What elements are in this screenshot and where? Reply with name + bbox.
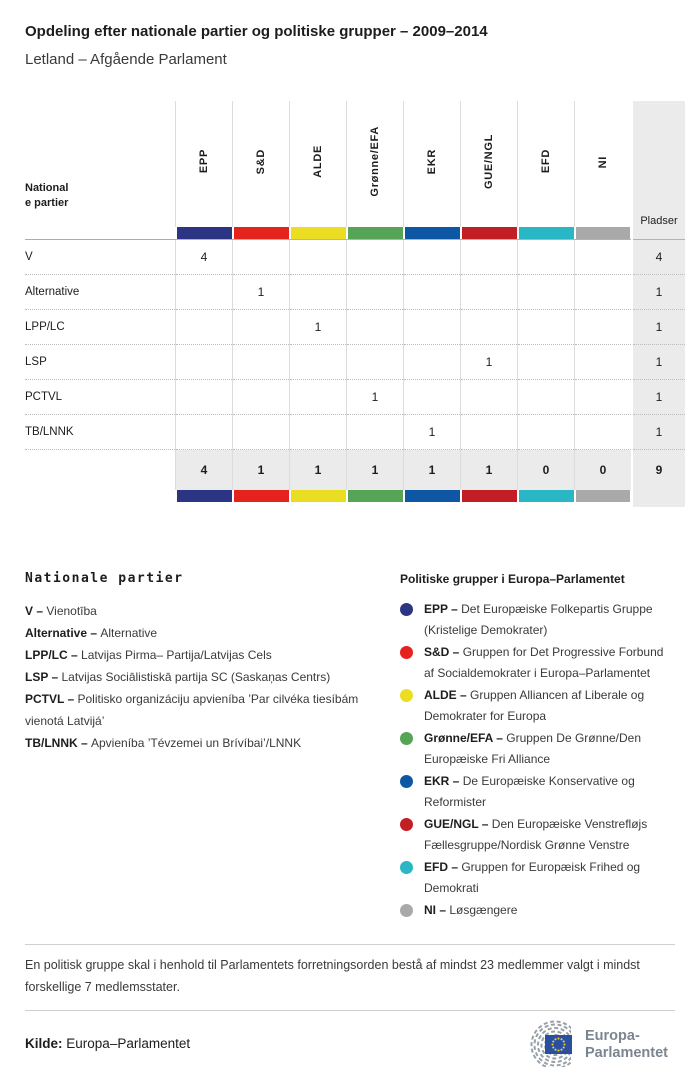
group-color-bar-ni bbox=[576, 227, 631, 239]
group-abbr: ALDE – bbox=[424, 688, 471, 702]
group-bar-cell-epp bbox=[176, 227, 233, 240]
party-legend-item: LPP/LC – Latvijas Pirma– Partija/Latvijas Cels bbox=[25, 648, 272, 662]
seat-cell-ni bbox=[575, 380, 633, 415]
table-row bbox=[25, 310, 685, 345]
bottom-empty-cell bbox=[25, 490, 176, 507]
legend-national-parties-list bbox=[25, 600, 400, 754]
column-header-label-ekr: EKR bbox=[426, 148, 438, 175]
legend-political-groups-heading: Politiske grupper i Europa–Parlamentet bbox=[400, 572, 625, 586]
column-header-epp bbox=[176, 101, 233, 227]
seats-table-body bbox=[25, 240, 685, 508]
legend-political-groups-list bbox=[400, 599, 675, 921]
column-header-label-sd: S&D bbox=[255, 148, 267, 175]
group-legend-item bbox=[400, 642, 675, 684]
total-cell-alde: 1 bbox=[290, 450, 347, 491]
bottom-color-bar-sd bbox=[234, 490, 289, 502]
bottom-color-bar-ekr bbox=[405, 490, 460, 502]
seat-cell-gue bbox=[461, 380, 518, 415]
group-abbr: Grønne/EFA – bbox=[424, 731, 507, 745]
column-header-pladser: Pladser bbox=[632, 101, 685, 227]
group-legend-text: S&D – Gruppen for Det Progressive Forbund af Socialdemokrater i Europa–Parlamentet bbox=[424, 645, 664, 680]
seat-cell-ekr bbox=[404, 310, 461, 345]
group-legend-item bbox=[400, 814, 675, 856]
party-name: Alternative bbox=[25, 275, 176, 310]
ep-logo-text-line1: Europa- bbox=[585, 1028, 640, 1044]
party-name: PCTVL bbox=[25, 380, 176, 415]
group-legend-text: EPP – Det Europæiske Folkepartis Gruppe (Kristelige Demokrater) bbox=[424, 602, 653, 637]
seat-cell-alde bbox=[290, 380, 347, 415]
seat-cell-greens bbox=[347, 310, 404, 345]
column-header-label-greens: Grønne/EFA bbox=[369, 126, 381, 197]
column-header-ni bbox=[575, 101, 633, 227]
bottom-bar-cell-gue bbox=[461, 490, 518, 507]
party-abbr: Alternative – bbox=[25, 626, 101, 640]
legend-dot-ni bbox=[400, 904, 413, 917]
total-cell-ekr: 1 bbox=[404, 450, 461, 491]
party-legend-item: PCTVL – Politisko organizáciju apvieníba ’Par cilvéka tiesíbám vienotá Latvijá’ bbox=[25, 692, 359, 728]
group-color-bar-row bbox=[25, 227, 685, 240]
total-cell-epp: 4 bbox=[176, 450, 233, 491]
seat-cell-efd bbox=[518, 380, 575, 415]
totals-label-cell bbox=[25, 450, 176, 491]
seat-cell-ekr bbox=[404, 380, 461, 415]
group-bar-cell-ni bbox=[575, 227, 633, 240]
column-header-label-efd: EFD bbox=[540, 149, 552, 174]
seat-cell-alde bbox=[290, 275, 347, 310]
column-header-label-ni: NI bbox=[597, 155, 609, 168]
group-color-bar-ekr bbox=[405, 227, 460, 239]
column-header-efd bbox=[518, 101, 575, 227]
bottom-color-bar-greens bbox=[348, 490, 403, 502]
seat-cell-efd bbox=[518, 240, 575, 275]
group-abbr: EKR – bbox=[424, 774, 463, 788]
seat-cell-ni bbox=[575, 310, 633, 345]
party-abbr: V – bbox=[25, 604, 47, 618]
group-bar-cell-gue bbox=[461, 227, 518, 240]
seats-table bbox=[25, 101, 685, 507]
legend-political-groups bbox=[400, 571, 675, 922]
seat-cell-epp bbox=[176, 275, 233, 310]
group-color-bar-sd bbox=[234, 227, 289, 239]
seat-cell-epp bbox=[176, 310, 233, 345]
group-legend-item bbox=[400, 771, 675, 813]
group-legend-item bbox=[400, 857, 675, 899]
column-header-label-gue: GUE/NGL bbox=[483, 133, 495, 189]
legend-dot-grnneefa bbox=[400, 732, 413, 745]
group-legend-item bbox=[400, 685, 675, 727]
seat-cell-alde: 1 bbox=[290, 310, 347, 345]
group-color-bar-efd bbox=[519, 227, 574, 239]
group-bar-cell-sd bbox=[233, 227, 290, 240]
footnote: En politisk gruppe skal i henhold til Parlamentets forretningsorden bestå af mindst 23 medlemmer valgt i mindst forskellige 7 medlemsstater. bbox=[25, 958, 640, 994]
seat-cell-ni bbox=[575, 275, 633, 310]
party-abbr: TB/LNNK – bbox=[25, 736, 91, 750]
pladser-value: 1 bbox=[632, 275, 685, 310]
seat-cell-ekr: 1 bbox=[404, 415, 461, 450]
group-abbr: EPP – bbox=[424, 602, 462, 616]
legend-national-parties-heading: Nationale partier bbox=[25, 571, 184, 586]
source-value: Europa–Parlamentet bbox=[66, 1035, 191, 1051]
pladser-value: 1 bbox=[632, 380, 685, 415]
total-cell-sd: 1 bbox=[233, 450, 290, 491]
pladser-value: 1 bbox=[632, 345, 685, 380]
group-legend-item bbox=[400, 900, 675, 921]
legend-dot-guengl bbox=[400, 818, 413, 831]
row-header-line: National bbox=[25, 182, 69, 194]
seat-cell-gue bbox=[461, 275, 518, 310]
group-legend-text: EKR – De Europæiske Konservative og Reformister bbox=[424, 774, 635, 809]
seat-cell-gue: 1 bbox=[461, 345, 518, 380]
pladser-value: 4 bbox=[632, 240, 685, 275]
bottom-bar-cell-greens bbox=[347, 490, 404, 507]
seat-cell-gue bbox=[461, 240, 518, 275]
party-legend-item: TB/LNNK – Apvieníba ’Tévzemei un Brívíbai’/LNNK bbox=[25, 736, 302, 750]
party-legend-item: V – Vienotība bbox=[25, 604, 97, 618]
legend-dot-alde bbox=[400, 689, 413, 702]
group-abbr: EFD – bbox=[424, 860, 462, 874]
seat-cell-efd bbox=[518, 275, 575, 310]
party-name: LPP/LC bbox=[25, 310, 176, 345]
legend-dot-ekr bbox=[400, 775, 413, 788]
table-row bbox=[25, 380, 685, 415]
bottom-color-bar-epp bbox=[177, 490, 232, 502]
seat-cell-ni bbox=[575, 240, 633, 275]
seat-cell-efd bbox=[518, 345, 575, 380]
seat-cell-sd bbox=[233, 415, 290, 450]
column-header-alde bbox=[290, 101, 347, 227]
party-abbr: LSP – bbox=[25, 670, 62, 684]
column-header-sd bbox=[233, 101, 290, 227]
page-subtitle: Letland – Afgående Parlament bbox=[25, 51, 227, 68]
pladser-value: 1 bbox=[632, 415, 685, 450]
bottom-bar-cell-ekr bbox=[404, 490, 461, 507]
seat-cell-sd bbox=[233, 380, 290, 415]
group-color-bar-gue bbox=[462, 227, 517, 239]
seat-cell-greens bbox=[347, 345, 404, 380]
row-header-label bbox=[25, 181, 175, 227]
seat-cell-epp bbox=[176, 345, 233, 380]
bottom-color-bar-ni bbox=[576, 490, 631, 502]
seat-cell-ekr bbox=[404, 240, 461, 275]
pladser-value: 1 bbox=[632, 310, 685, 345]
seat-cell-sd bbox=[233, 345, 290, 380]
party-name: LSP bbox=[25, 345, 176, 380]
table-row bbox=[25, 275, 685, 310]
bottom-bar-cell-ni bbox=[575, 490, 633, 507]
group-bar-cell-ekr bbox=[404, 227, 461, 240]
table-header-row bbox=[25, 101, 685, 227]
seat-cell-gue bbox=[461, 310, 518, 345]
legend-dot-epp bbox=[400, 603, 413, 616]
seat-cell-epp: 4 bbox=[176, 240, 233, 275]
row-header-line: e partier bbox=[25, 197, 69, 209]
seats-table-head bbox=[25, 101, 685, 240]
column-header-gue bbox=[461, 101, 518, 227]
seat-cell-greens bbox=[347, 240, 404, 275]
ep-logo bbox=[509, 1019, 675, 1067]
party-legend-item: Alternative – Alternative bbox=[25, 626, 158, 640]
source-text bbox=[25, 1036, 190, 1051]
group-legend-item bbox=[400, 599, 675, 641]
row-header-cell bbox=[25, 101, 176, 227]
seat-cell-sd bbox=[233, 310, 290, 345]
table-row bbox=[25, 415, 685, 450]
bottom-color-bar-efd bbox=[519, 490, 574, 502]
group-bar-cell-greens bbox=[347, 227, 404, 240]
group-legend-text: EFD – Gruppen for Europæisk Frihed og Demokrati bbox=[424, 860, 641, 895]
table-row bbox=[25, 345, 685, 380]
bottom-bar-cell-efd bbox=[518, 490, 575, 507]
totals-row bbox=[25, 450, 685, 491]
party-name: TB/LNNK bbox=[25, 415, 176, 450]
column-header-label-alde: ALDE bbox=[312, 145, 324, 178]
column-header-label-epp: EPP bbox=[198, 149, 210, 174]
seat-cell-sd: 1 bbox=[233, 275, 290, 310]
party-abbr: PCTVL – bbox=[25, 692, 78, 706]
total-cell-ni: 0 bbox=[575, 450, 633, 491]
eu-flag-icon bbox=[545, 1035, 572, 1054]
group-legend-text: NI – Løsgængere bbox=[424, 903, 518, 917]
source-label: Kilde: bbox=[25, 1035, 63, 1051]
seat-cell-ni bbox=[575, 345, 633, 380]
seat-cell-ekr bbox=[404, 275, 461, 310]
party-abbr: LPP/LC – bbox=[25, 648, 82, 662]
legend-dot-sd bbox=[400, 646, 413, 659]
seat-cell-ni bbox=[575, 415, 633, 450]
legend-dot-efd bbox=[400, 861, 413, 874]
seat-cell-greens: 1 bbox=[347, 380, 404, 415]
group-legend-text: Grønne/EFA – Gruppen De Grønne/Den Europæiske Fri Alliance bbox=[424, 731, 641, 766]
bottom-bar-cell-epp bbox=[176, 490, 233, 507]
bottom-color-bar-row bbox=[25, 490, 685, 507]
seat-cell-alde bbox=[290, 345, 347, 380]
total-cell-efd: 0 bbox=[518, 450, 575, 491]
legend bbox=[25, 571, 675, 922]
group-bar-cell-efd bbox=[518, 227, 575, 240]
total-cell-gue: 1 bbox=[461, 450, 518, 491]
column-header-greens bbox=[347, 101, 404, 227]
group-color-bar-epp bbox=[177, 227, 232, 239]
seat-cell-greens bbox=[347, 415, 404, 450]
page-title: Opdeling efter nationale partier og politiske grupper – 2009–2014 bbox=[25, 23, 488, 40]
pladser-fill-cell bbox=[632, 227, 685, 240]
group-legend-text: GUE/NGL – Den Europæiske Venstrefløjs Fællesgruppe/Nordisk Grønne Venstre bbox=[424, 817, 648, 852]
bottom-color-bar-alde bbox=[291, 490, 346, 502]
group-abbr: S&D – bbox=[424, 645, 463, 659]
seat-cell-sd bbox=[233, 240, 290, 275]
seat-cell-efd bbox=[518, 415, 575, 450]
group-abbr: GUE/NGL – bbox=[424, 817, 492, 831]
row-header-underline bbox=[25, 227, 176, 240]
group-color-bar-alde bbox=[291, 227, 346, 239]
seat-cell-greens bbox=[347, 275, 404, 310]
party-legend-item: LSP – Latvijas Sociālistiskā partija SC (Saskaņas Centrs) bbox=[25, 670, 331, 684]
group-color-bar-greens bbox=[348, 227, 403, 239]
bottom-color-bar-gue bbox=[462, 490, 517, 502]
seat-cell-epp bbox=[176, 415, 233, 450]
seat-cell-alde bbox=[290, 240, 347, 275]
pladser-bottom-fill-cell bbox=[632, 490, 685, 507]
seat-cell-efd bbox=[518, 310, 575, 345]
group-abbr: NI – bbox=[424, 903, 450, 917]
legend-national-parties bbox=[25, 571, 400, 922]
group-legend-text: ALDE – Gruppen Alliancen af Liberale og Demokrater for Europa bbox=[424, 688, 645, 723]
bottom-bar-cell-sd bbox=[233, 490, 290, 507]
grand-total: 9 bbox=[632, 450, 685, 491]
seat-cell-ekr bbox=[404, 345, 461, 380]
seat-cell-epp bbox=[176, 380, 233, 415]
ep-logo-text-line2: Parlamentet bbox=[585, 1045, 669, 1061]
source-row bbox=[0, 1011, 700, 1067]
seat-cell-gue bbox=[461, 415, 518, 450]
bottom-bar-cell-alde bbox=[290, 490, 347, 507]
party-name: V bbox=[25, 240, 176, 275]
table-row bbox=[25, 240, 685, 275]
seat-cell-alde bbox=[290, 415, 347, 450]
group-legend-item bbox=[400, 728, 675, 770]
column-header-ekr bbox=[404, 101, 461, 227]
group-bar-cell-alde bbox=[290, 227, 347, 240]
total-cell-greens: 1 bbox=[347, 450, 404, 491]
